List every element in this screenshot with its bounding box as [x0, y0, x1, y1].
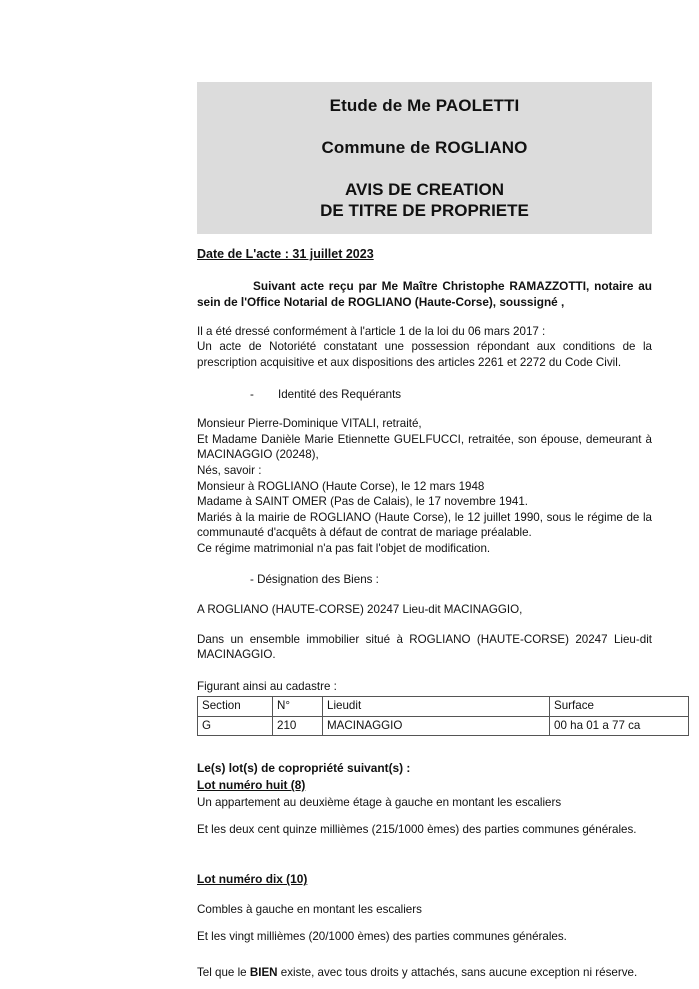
cadastre-table [197, 696, 689, 736]
designation-address-block [197, 602, 652, 618]
designation-heading: - Désignation des Biens : [250, 573, 379, 587]
identity-line-2: Nés, savoir : [197, 463, 262, 477]
banner-spacer-1 [197, 116, 652, 138]
banner-line-avis: AVIS DE CREATION [345, 180, 504, 200]
header-lieudit: Lieudit [323, 697, 550, 716]
identity-line-3: Monsieur à ROGLIANO (Haute Corse), le 12 mars 1948 [197, 479, 485, 493]
header-surface: Surface [550, 697, 689, 716]
lot-item-8 [197, 776, 652, 838]
identity-dash: - [250, 387, 254, 401]
cell-lieudit: MACINAGGIO [323, 716, 550, 735]
legal-basis-line-2: Un acte de Notoriété constatant une possession répondant aux conditions de la prescription acquisitive et aux dispositions des articles 2261 et 2272 du Code Civil. [197, 340, 652, 370]
lot-8-title: Lot numéro huit (8) [197, 777, 306, 792]
lot-item-10 [197, 849, 652, 945]
identity-line-1: Et Madame Danièle Marie Etiennette GUELFUCCI, retraitée, son épouse, demeurant à MACINAGGIO (20248), [197, 432, 652, 462]
cell-surface: 00 ha 01 a 77 ca [550, 716, 689, 735]
closing-prefix: Tel que le [197, 966, 250, 980]
banner-line-commune: Commune de ROGLIANO [321, 138, 528, 158]
legal-basis-block [197, 324, 652, 371]
cadastre-label: Figurant ainsi au cadastre : [197, 679, 337, 693]
table-header-row [198, 697, 689, 716]
banner-line-titre: DE TITRE DE PROPRIETE [320, 201, 529, 221]
designation-ensemble: Dans un ensemble immobilier situé à ROGLIANO (HAUTE-CORSE) 20247 Lieu-dit MACINAGGIO. [197, 632, 652, 662]
banner-spacer-2 [197, 158, 652, 179]
identity-line-4: Madame à SAINT OMER (Pas de Calais), le 17 novembre 1941. [197, 495, 528, 509]
designation-ensemble-block [197, 632, 652, 663]
identity-lines-block [197, 416, 652, 556]
designation-address: A ROGLIANO (HAUTE-CORSE) 20247 Lieu-dit MACINAGGIO, [197, 603, 523, 616]
closing-line [197, 965, 652, 981]
cell-number: 210 [273, 716, 323, 735]
lot-10-line-1: Combles à gauche en montant les escaliers [197, 903, 422, 917]
banner-line-etude: Etude de Me PAOLETTI [329, 96, 520, 115]
identity-heading-row [197, 387, 652, 403]
legal-basis-line-1: Il a été dressé conformément à l'article 1 de la loi du 06 mars 2017 : [197, 324, 546, 338]
document-content [197, 82, 652, 981]
date-line-wrap [197, 234, 652, 263]
lot-10-line-2: Et les vingt millièmes (20/1000 èmes) des parties communes générales. [197, 930, 567, 944]
date-of-act: Date de L'acte : 31 juillet 2023 [197, 246, 374, 261]
lots-heading: Le(s) lot(s) de copropriété suivant(s) : [197, 760, 411, 775]
title-banner [197, 82, 652, 234]
header-section: Section [198, 697, 273, 716]
identity-line-0: Monsieur Pierre-Dominique VITALI, retraité, [197, 417, 422, 431]
header-number: N° [273, 697, 323, 716]
closing-emphasis: BIEN [249, 966, 278, 980]
lot-8-line-2: Et les deux cent quinze millièmes (215/1000 èmes) des parties communes générales. [197, 823, 637, 837]
cell-section: G [198, 716, 273, 735]
lot-8-line-1: Un appartement au deuxième étage à gauche en montant les escaliers [197, 795, 562, 809]
notary-paragraph: Suivant acte reçu par Me Maître Christophe RAMAZZOTTI, notaire au sein de l'Office Notarial de ROGLIANO (Haute-Corse), soussigné , [197, 278, 652, 309]
closing-suffix: existe, avec tous droits y attachés, sans aucune exception ni réserve. [277, 966, 638, 980]
marriage-line: Mariés à la mairie de ROGLIANO (Haute Corse), le 12 juillet 1990, sous le régime de la communauté d'acquêts à défaut de contrat de mariage préalable. [197, 510, 652, 540]
lot-10-title: Lot numéro dix (10) [197, 872, 308, 887]
table-row [198, 716, 689, 735]
identity-heading: Identité des Requérants [278, 387, 402, 401]
regime-line: Ce régime matrimonial n'a pas fait l'objet de modification. [197, 541, 491, 555]
